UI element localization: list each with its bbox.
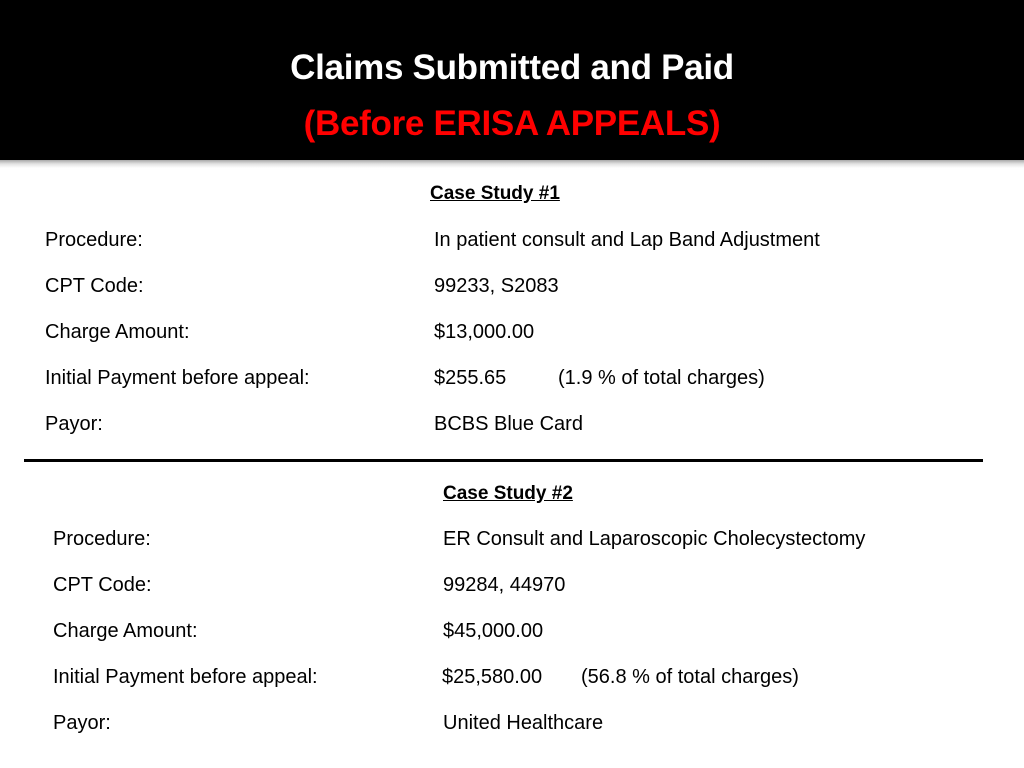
case-study-heading: Case Study #2 bbox=[443, 483, 573, 504]
payment-percentage-note: (56.8 % of total charges) bbox=[581, 666, 799, 688]
case-study-heading: Case Study #1 bbox=[430, 183, 560, 204]
cpt-code-label: CPT Code: bbox=[53, 574, 152, 596]
payor-label: Payor: bbox=[53, 712, 111, 734]
charge-amount-value: $13,000.00 bbox=[434, 321, 535, 343]
cpt-code-label: CPT Code: bbox=[45, 275, 144, 297]
slide-subtitle: (Before ERISA APPEALS) bbox=[303, 104, 721, 143]
slide-title: Claims Submitted and Paid bbox=[290, 48, 734, 87]
initial-payment-label: Initial Payment before appeal: bbox=[45, 367, 310, 389]
section-divider bbox=[24, 459, 983, 462]
initial-payment-label: Initial Payment before appeal: bbox=[53, 666, 318, 688]
cpt-code-value: 99233, S2083 bbox=[434, 275, 559, 297]
procedure-value: In patient consult and Lap Band Adjustment bbox=[434, 229, 820, 251]
procedure-label: Procedure: bbox=[45, 229, 143, 251]
procedure-value: ER Consult and Laparoscopic Cholecystectomy bbox=[443, 528, 866, 550]
procedure-label: Procedure: bbox=[53, 528, 151, 550]
title-bar-shadow bbox=[0, 160, 1024, 168]
charge-amount-value: $45,000.00 bbox=[443, 620, 544, 642]
initial-payment-value: $255.65 bbox=[434, 367, 507, 389]
payor-value: BCBS Blue Card bbox=[434, 413, 583, 435]
payor-label: Payor: bbox=[45, 413, 103, 435]
charge-amount-label: Charge Amount: bbox=[53, 620, 198, 642]
payor-value: United Healthcare bbox=[443, 712, 604, 734]
payment-percentage-note: (1.9 % of total charges) bbox=[558, 367, 765, 389]
initial-payment-value: $25,580.00 bbox=[442, 666, 543, 688]
cpt-code-value: 99284, 44970 bbox=[443, 574, 566, 596]
charge-amount-label: Charge Amount: bbox=[45, 321, 190, 343]
